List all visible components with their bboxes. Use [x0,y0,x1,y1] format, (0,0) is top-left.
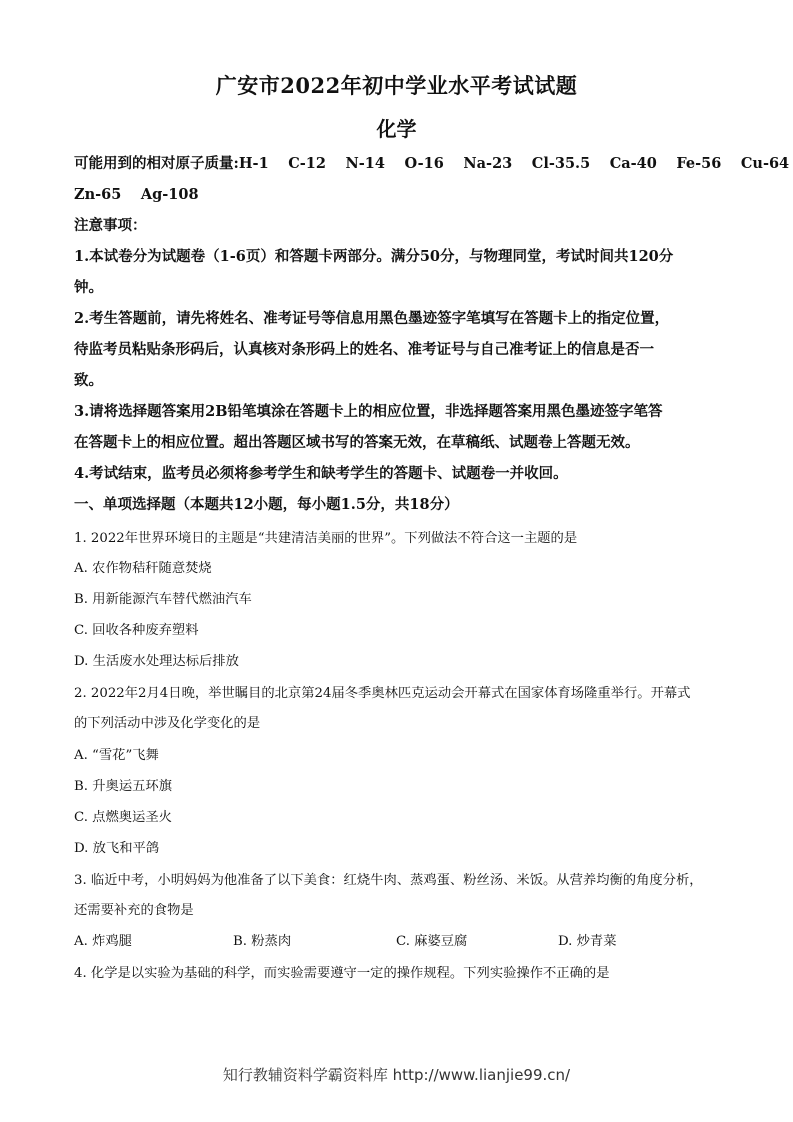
q3-option-a: A. 炸鸡腿 [74,934,132,949]
q1-option-d: D. 生活废水处理达标后排放 [74,654,239,669]
notice-item-2c: 致。 [74,372,103,389]
q2-stem-line-2: 的下列活动中涉及化学变化的是 [74,716,261,731]
q3-stem-line-2: 还需要补充的食物是 [74,903,194,918]
q3-option-b: B. 粉蒸肉 [233,934,292,949]
notice-item-3a: 3.请将选择题答案用2B铅笔填涂在答题卡上的相应位置，非选择题答案用黑色墨迹签字笔答 [74,403,663,420]
footer-watermark: 知行教辅资料学霸资料库 http://www.lianjie99.cn/ [222,1066,571,1084]
notice-item-2b: 待监考员粘贴条形码后，认真核对条形码上的姓名、准考证号与自己准考证上的信息是否一 [74,341,654,358]
notice-item-2a: 2.考生答题前，请先将姓名、准考证号等信息用黑色墨迹签字笔填写在答题卡上的指定位置， [74,310,670,327]
page-title: 广安市2022年初中学业水平考试试题 [215,73,578,98]
q3-stem-line-1: 3. 临近中考，小明妈妈为他准备了以下美食：红烧牛肉、蒸鸡蛋、粉丝汤、米饭。从营养均衡的角度分析， [74,873,703,888]
q1-option-b: B. 用新能源汽车替代燃油汽车 [74,592,252,607]
notice-item-1a: 1.本试卷分为试题卷（1-6页）和答题卡两部分。满分50分，与物理同堂，考试时间共120分 [74,248,674,265]
q1-option-c: C. 回收各种废弃塑料 [74,623,199,638]
notice-heading: 注意事项： [74,217,147,234]
q2-option-b: B. 升奥运五环旗 [74,779,173,794]
q2-stem-line-1: 2. 2022年2月4日晚，举世瞩目的北京第24届冬季奥林匹克运动会开幕式在国家体育场隆重举行。开幕式 [74,686,691,701]
q3-option-d: D. 炒青菜 [558,934,617,949]
notice-item-1b: 钟。 [74,279,103,296]
q2-option-c: C. 点燃奥运圣火 [74,810,172,825]
q2-option-a: A. “雪花”飞舞 [74,748,159,763]
subject-title: 化学 [376,117,417,141]
q3-option-c: C. 麻婆豆腐 [396,934,468,949]
notice-item-4: 4.考试结束，监考员必须将参考学生和缺考学生的答题卡、试题卷一并收回。 [74,465,568,482]
atomic-masses-line-1: 可能用到的相对原子质量:H-1 C-12 N-14 O-16 Na-23 Cl-35.5 Ca-40 Fe-56 Cu-64 [74,155,790,172]
q4-stem: 4. 化学是以实验为基础的科学，而实验需要遵守一定的操作规程。下列实验操作不正确的是 [74,966,610,981]
q1-stem: 1. 2022年世界环境日的主题是“共建清洁美丽的世界”。下列做法不符合这一主题的是 [74,531,578,546]
q2-option-d: D. 放飞和平鸽 [74,841,160,856]
q1-option-a: A. 农作物秸秆随意焚烧 [74,561,212,576]
notice-item-3b: 在答题卡上的相应位置。超出答题区域书写的答案无效，在草稿纸、试题卷上答题无效。 [74,434,640,451]
section-1-heading: 一、单项选择题（本题共12小题，每小题1.5分，共18分） [74,496,459,513]
atomic-masses-line-2: Zn-65 Ag-108 [74,186,199,203]
